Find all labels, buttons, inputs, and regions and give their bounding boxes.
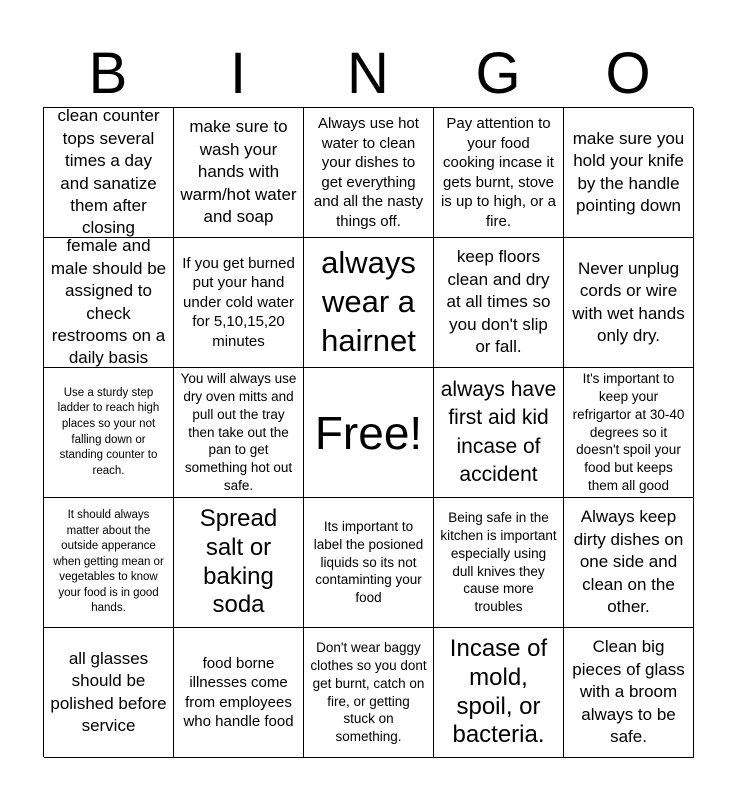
bingo-cell-r1c4[interactable]: Pay attention to your food cooking incase it gets burnt, stove is up to high, or a fire.: [434, 108, 564, 238]
bingo-cell-r2c4[interactable]: keep floors clean and dry at all times so you don't slip or fall.: [434, 238, 564, 368]
title-letter-i: I: [229, 41, 247, 106]
bingo-cell-r2c3[interactable]: always wear a hairnet: [304, 238, 434, 368]
bingo-cell-r3c4[interactable]: always have first aid kid incase of accident: [434, 368, 564, 498]
bingo-cell-r2c2[interactable]: If you get burned put your hand under cold water for 5,10,15,20 minutes: [174, 238, 304, 368]
bingo-cell-r2c5[interactable]: Never unplug cords or wire with wet hands only dry.: [564, 238, 694, 368]
bingo-cell-r2c1[interactable]: female and male should be assigned to check restrooms on a daily basis: [44, 238, 174, 368]
bingo-cell-r5c4[interactable]: Incase of mold, spoil, or bacteria.: [434, 628, 564, 758]
bingo-title: [43, 40, 693, 108]
title-letter-b: B: [88, 41, 128, 106]
bingo-cell-r3c5[interactable]: It's important to keep your refrigartor at 30-40 degrees so it doesn't spoil your food but keeps them all good: [564, 368, 694, 498]
bingo-cell-r5c2[interactable]: food borne illnesses come from employees who handle food: [174, 628, 304, 758]
bingo-cell-r5c1[interactable]: all glasses should be polished before service: [44, 628, 174, 758]
bingo-cell-r4c4[interactable]: Being safe in the kitchen is important especially using dull knives they cause more troubles: [434, 498, 564, 628]
bingo-cell-r5c5[interactable]: Clean big pieces of glass with a broom always to be safe.: [564, 628, 694, 758]
bingo-cell-r1c5[interactable]: make sure you hold your knife by the handle pointing down: [564, 108, 694, 238]
bingo-cell-r1c2[interactable]: make sure to wash your hands with warm/hot water and soap: [174, 108, 304, 238]
bingo-cell-r4c3[interactable]: Its important to label the posioned liquids so its not contaminting your food: [304, 498, 434, 628]
bingo-board: [43, 107, 693, 757]
title-letter-o: O: [605, 41, 651, 106]
bingo-cell-r1c3[interactable]: Always use hot water to clean your dishes to get everything and all the nasty things off.: [304, 108, 434, 238]
bingo-cell-r3c1[interactable]: Use a sturdy step ladder to reach high places so your not falling down or standing counter to reach.: [44, 368, 174, 498]
bingo-cell-r4c2[interactable]: Spread salt or baking soda: [174, 498, 304, 628]
bingo-cell-r4c1[interactable]: It should always matter about the outside apperance when getting mean or vegetables to know your food is in good hands.: [44, 498, 174, 628]
bingo-cell-r1c1[interactable]: clean counter tops several times a day and sanatize them after closing: [44, 108, 174, 238]
title-letter-n: N: [347, 41, 389, 106]
bingo-cell-r5c3[interactable]: Don't wear baggy clothes so you dont get burnt, catch on fire, or getting stuck on something.: [304, 628, 434, 758]
bingo-cell-r3c2[interactable]: You will always use dry oven mitts and pull out the tray then take out the pan to get something hot out safe.: [174, 368, 304, 498]
bingo-cell-r4c5[interactable]: Always keep dirty dishes on one side and clean on the other.: [564, 498, 694, 628]
bingo-cell-free[interactable]: Free!: [304, 368, 434, 498]
title-letter-g: G: [475, 41, 521, 106]
